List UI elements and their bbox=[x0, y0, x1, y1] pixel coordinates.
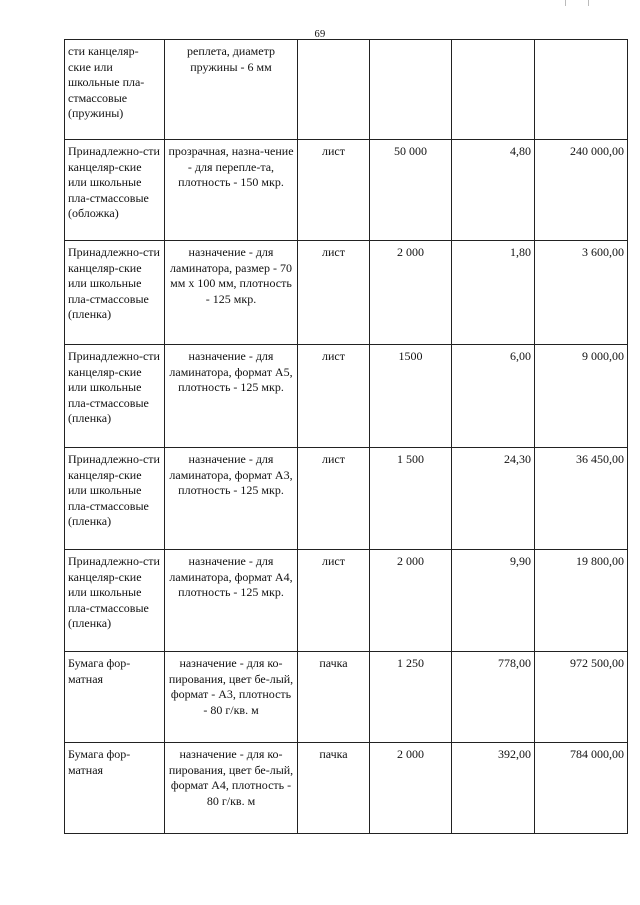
item-sum-cell: 3 600,00 bbox=[535, 241, 628, 345]
item-quantity-cell: 2 000 bbox=[370, 743, 452, 834]
item-sum-cell bbox=[535, 40, 628, 140]
table-row bbox=[65, 140, 628, 241]
item-description-cell: прозрачная, назна-чение - для перепле-та, плотность - 150 мкр. bbox=[165, 140, 298, 241]
item-sum-cell: 9 000,00 bbox=[535, 345, 628, 448]
item-description-cell: реплета, диаметр пружины - 6 мм bbox=[165, 40, 298, 140]
item-quantity-cell: 2 000 bbox=[370, 550, 452, 652]
item-unit-cell: лист bbox=[298, 140, 370, 241]
item-unit-cell: лист bbox=[298, 550, 370, 652]
item-description-cell: назначение - для ламинатора, формат А5, плотность - 125 мкр. bbox=[165, 345, 298, 448]
item-unit-cell: лист bbox=[298, 241, 370, 345]
item-name-cell: Бумага фор-матная bbox=[65, 743, 165, 834]
item-price-cell bbox=[452, 40, 535, 140]
table-body bbox=[65, 40, 628, 834]
item-unit-cell: пачка bbox=[298, 743, 370, 834]
item-quantity-cell: 1 500 bbox=[370, 448, 452, 550]
item-unit-cell: пачка bbox=[298, 652, 370, 743]
table-row bbox=[65, 345, 628, 448]
item-quantity-cell: 2 000 bbox=[370, 241, 452, 345]
item-unit-cell: лист bbox=[298, 448, 370, 550]
item-sum-cell: 972 500,00 bbox=[535, 652, 628, 743]
item-quantity-cell: 1500 bbox=[370, 345, 452, 448]
scan-edge-mark bbox=[565, 0, 589, 6]
item-unit-cell: лист bbox=[298, 345, 370, 448]
item-price-cell: 392,00 bbox=[452, 743, 535, 834]
item-name-cell: Принадлежно-сти канцеляр-ские или школьные пла-стмассовые (обложка) bbox=[65, 140, 165, 241]
item-name-cell: сти канцеляр-ские или школьные пла-стмассовые (пружины) bbox=[65, 40, 165, 140]
item-sum-cell: 36 450,00 bbox=[535, 448, 628, 550]
item-price-cell: 24,30 bbox=[452, 448, 535, 550]
item-description-cell: назначение - для ко-пирования, цвет бе-лый, формат А4, плотность - 80 г/кв. м bbox=[165, 743, 298, 834]
item-name-cell: Принадлежно-сти канцеляр-ские или школьные пла-стмассовые (пленка) bbox=[65, 241, 165, 345]
table-row bbox=[65, 241, 628, 345]
table-row bbox=[65, 40, 628, 140]
item-price-cell: 4,80 bbox=[452, 140, 535, 241]
item-price-cell: 778,00 bbox=[452, 652, 535, 743]
item-sum-cell: 784 000,00 bbox=[535, 743, 628, 834]
table-row bbox=[65, 743, 628, 834]
item-quantity-cell bbox=[370, 40, 452, 140]
item-name-cell: Принадлежно-сти канцеляр-ские или школьные пла-стмассовые (пленка) bbox=[65, 345, 165, 448]
item-sum-cell: 240 000,00 bbox=[535, 140, 628, 241]
table-row bbox=[65, 652, 628, 743]
page-number: 69 bbox=[314, 29, 326, 40]
item-name-cell: Принадлежно-сти канцеляр-ские или школьные пла-стмассовые (пленка) bbox=[65, 448, 165, 550]
item-quantity-cell: 50 000 bbox=[370, 140, 452, 241]
item-unit-cell bbox=[298, 40, 370, 140]
item-price-cell: 1,80 bbox=[452, 241, 535, 345]
item-description-cell: назначение - для ламинатора, размер - 70 мм х 100 мм, плотность - 125 мкр. bbox=[165, 241, 298, 345]
item-price-cell: 6,00 bbox=[452, 345, 535, 448]
item-name-cell: Принадлежно-сти канцеляр-ские или школьные пла-стмассовые (пленка) bbox=[65, 550, 165, 652]
table-row bbox=[65, 448, 628, 550]
table-row bbox=[65, 550, 628, 652]
item-description-cell: назначение - для ламинатора, формат А3, плотность - 125 мкр. bbox=[165, 448, 298, 550]
procurement-table bbox=[64, 39, 628, 834]
item-description-cell: назначение - для ламинатора, формат А4, плотность - 125 мкр. bbox=[165, 550, 298, 652]
item-description-cell: назначение - для ко-пирования, цвет бе-лый, формат - А3, плотность - 80 г/кв. м bbox=[165, 652, 298, 743]
item-quantity-cell: 1 250 bbox=[370, 652, 452, 743]
item-name-cell: Бумага фор-матная bbox=[65, 652, 165, 743]
item-sum-cell: 19 800,00 bbox=[535, 550, 628, 652]
item-price-cell: 9,90 bbox=[452, 550, 535, 652]
